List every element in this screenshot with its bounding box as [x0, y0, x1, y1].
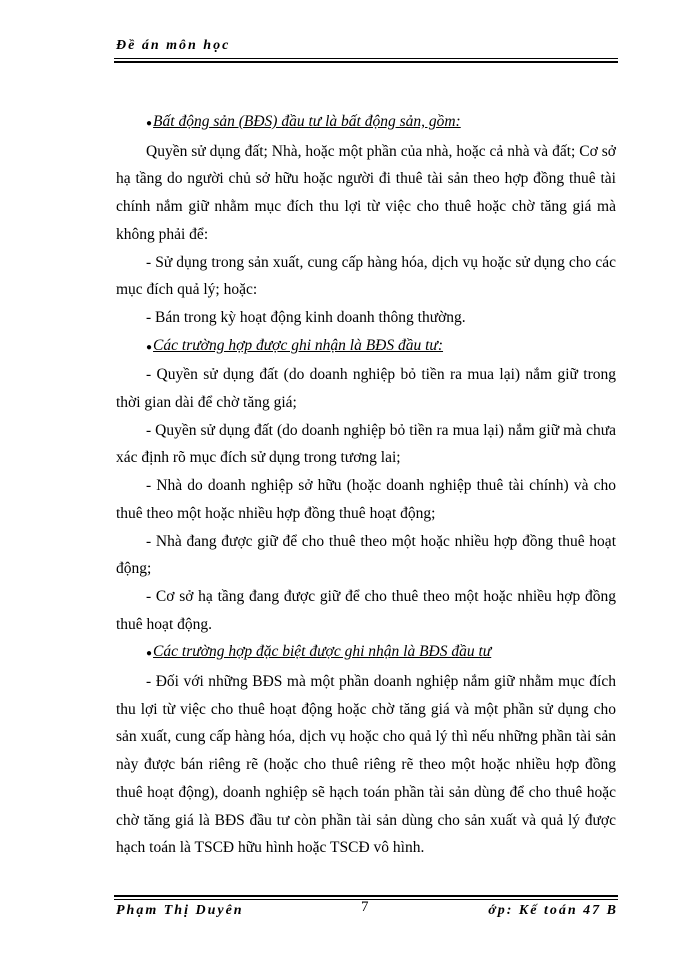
- list-item: - Quyền sử dụng đất (do doanh nghiệp bỏ tiền ra mua lại) nắm giữ mà chưa xác định rõ mục đích sử dụng trong tương lai;: [116, 421, 616, 467]
- footer-rule-thick: [114, 895, 618, 897]
- section-heading-1-label: Bất động sản (BĐS) đầu tư là bất động sản, gồm:: [153, 113, 461, 130]
- section-heading-1: [116, 108, 616, 138]
- paragraph: - Đối với những BĐS mà một phần doanh nghiệp nắm giữ nhằm mục đích thu lợi từ việc cho thuê hoạt động hoặc chờ tăng giá và một phần sử dụng cho sản xuất, cung cấp hàng hóa, dịch vụ hoặc cho quả lý thì nếu những phần tài sản này được bán riêng rẽ (hoặc cho thuê riêng rẽ theo một hoặc nhiều hợp đồng thuê hoạt động), doanh nghiệp sẽ hạch toán phần tài sản dùng để cho thuê hoặc chờ tăng giá là BĐS đầu tư còn phần tài sản dùng cho sản xuất và quả lý được hạch toán là TSCĐ hữu hình hoặc TSCĐ vô hình.: [116, 673, 616, 857]
- paragraph: - Bán trong kỳ hoạt động kinh doanh thông thường.: [146, 308, 466, 326]
- document-body: [116, 108, 616, 862]
- list-item: - Nhà do doanh nghiệp sở hữu (hoặc doanh nghiệp thuê tài chính) và cho thuê theo một hoặc nhiều hợp đồng thuê hoạt động;: [116, 477, 616, 522]
- paragraph: - Sử dụng trong sản xuất, cung cấp hàng hóa, dịch vụ hoặc sử dụng cho các mục đích quả lý; hoặc:: [116, 253, 616, 299]
- footer-class: ớp: Kế toán 47 B: [488, 903, 618, 918]
- header-rule-thick: [114, 61, 618, 63]
- header-title: Đề án môn học: [116, 38, 231, 53]
- list-item: - Cơ sở hạ tầng đang được giữ để cho thuê theo một hoặc nhiều hợp đồng thuê hoạt động.: [116, 587, 616, 633]
- paragraph: Quyền sử dụng đất; Nhà, hoặc một phần của nhà, hoặc cả nhà và đất; Cơ sở hạ tầng do người chủ sở hữu hoặc người đi thuê tài sản theo hợp đồng thuê tài chính nắm giữ nhằm mục đích thu lợi từ việc cho thuê hoặc chờ tăng giá mà không phải để:: [116, 142, 616, 243]
- section-heading-2: [116, 332, 616, 362]
- header-rule: [114, 58, 618, 59]
- list-item: - Quyền sử dụng đất (do doanh nghiệp bỏ tiền ra mua lại) nắm giữ trong thời gian dài để chờ tăng giá;: [116, 366, 616, 412]
- page-number: 7: [361, 899, 369, 915]
- list-item: - Nhà đang được giữ để cho thuê theo một hoặc nhiều hợp đồng thuê hoạt động;: [116, 532, 616, 578]
- section-heading-3: [116, 638, 616, 668]
- bullet-icon: ●: [146, 648, 153, 660]
- bullet-icon: ●: [146, 118, 153, 129]
- section-heading-3-label: Các trường hợp đặc biệt được ghi nhận là BĐS đầu tư: [153, 643, 492, 661]
- footer-author: Phạm Thị Duyên: [116, 903, 244, 918]
- bullet-icon: ●: [146, 341, 153, 353]
- section-heading-2-label: Các trường hợp được ghi nhận là BĐS đầu tư:: [153, 336, 444, 354]
